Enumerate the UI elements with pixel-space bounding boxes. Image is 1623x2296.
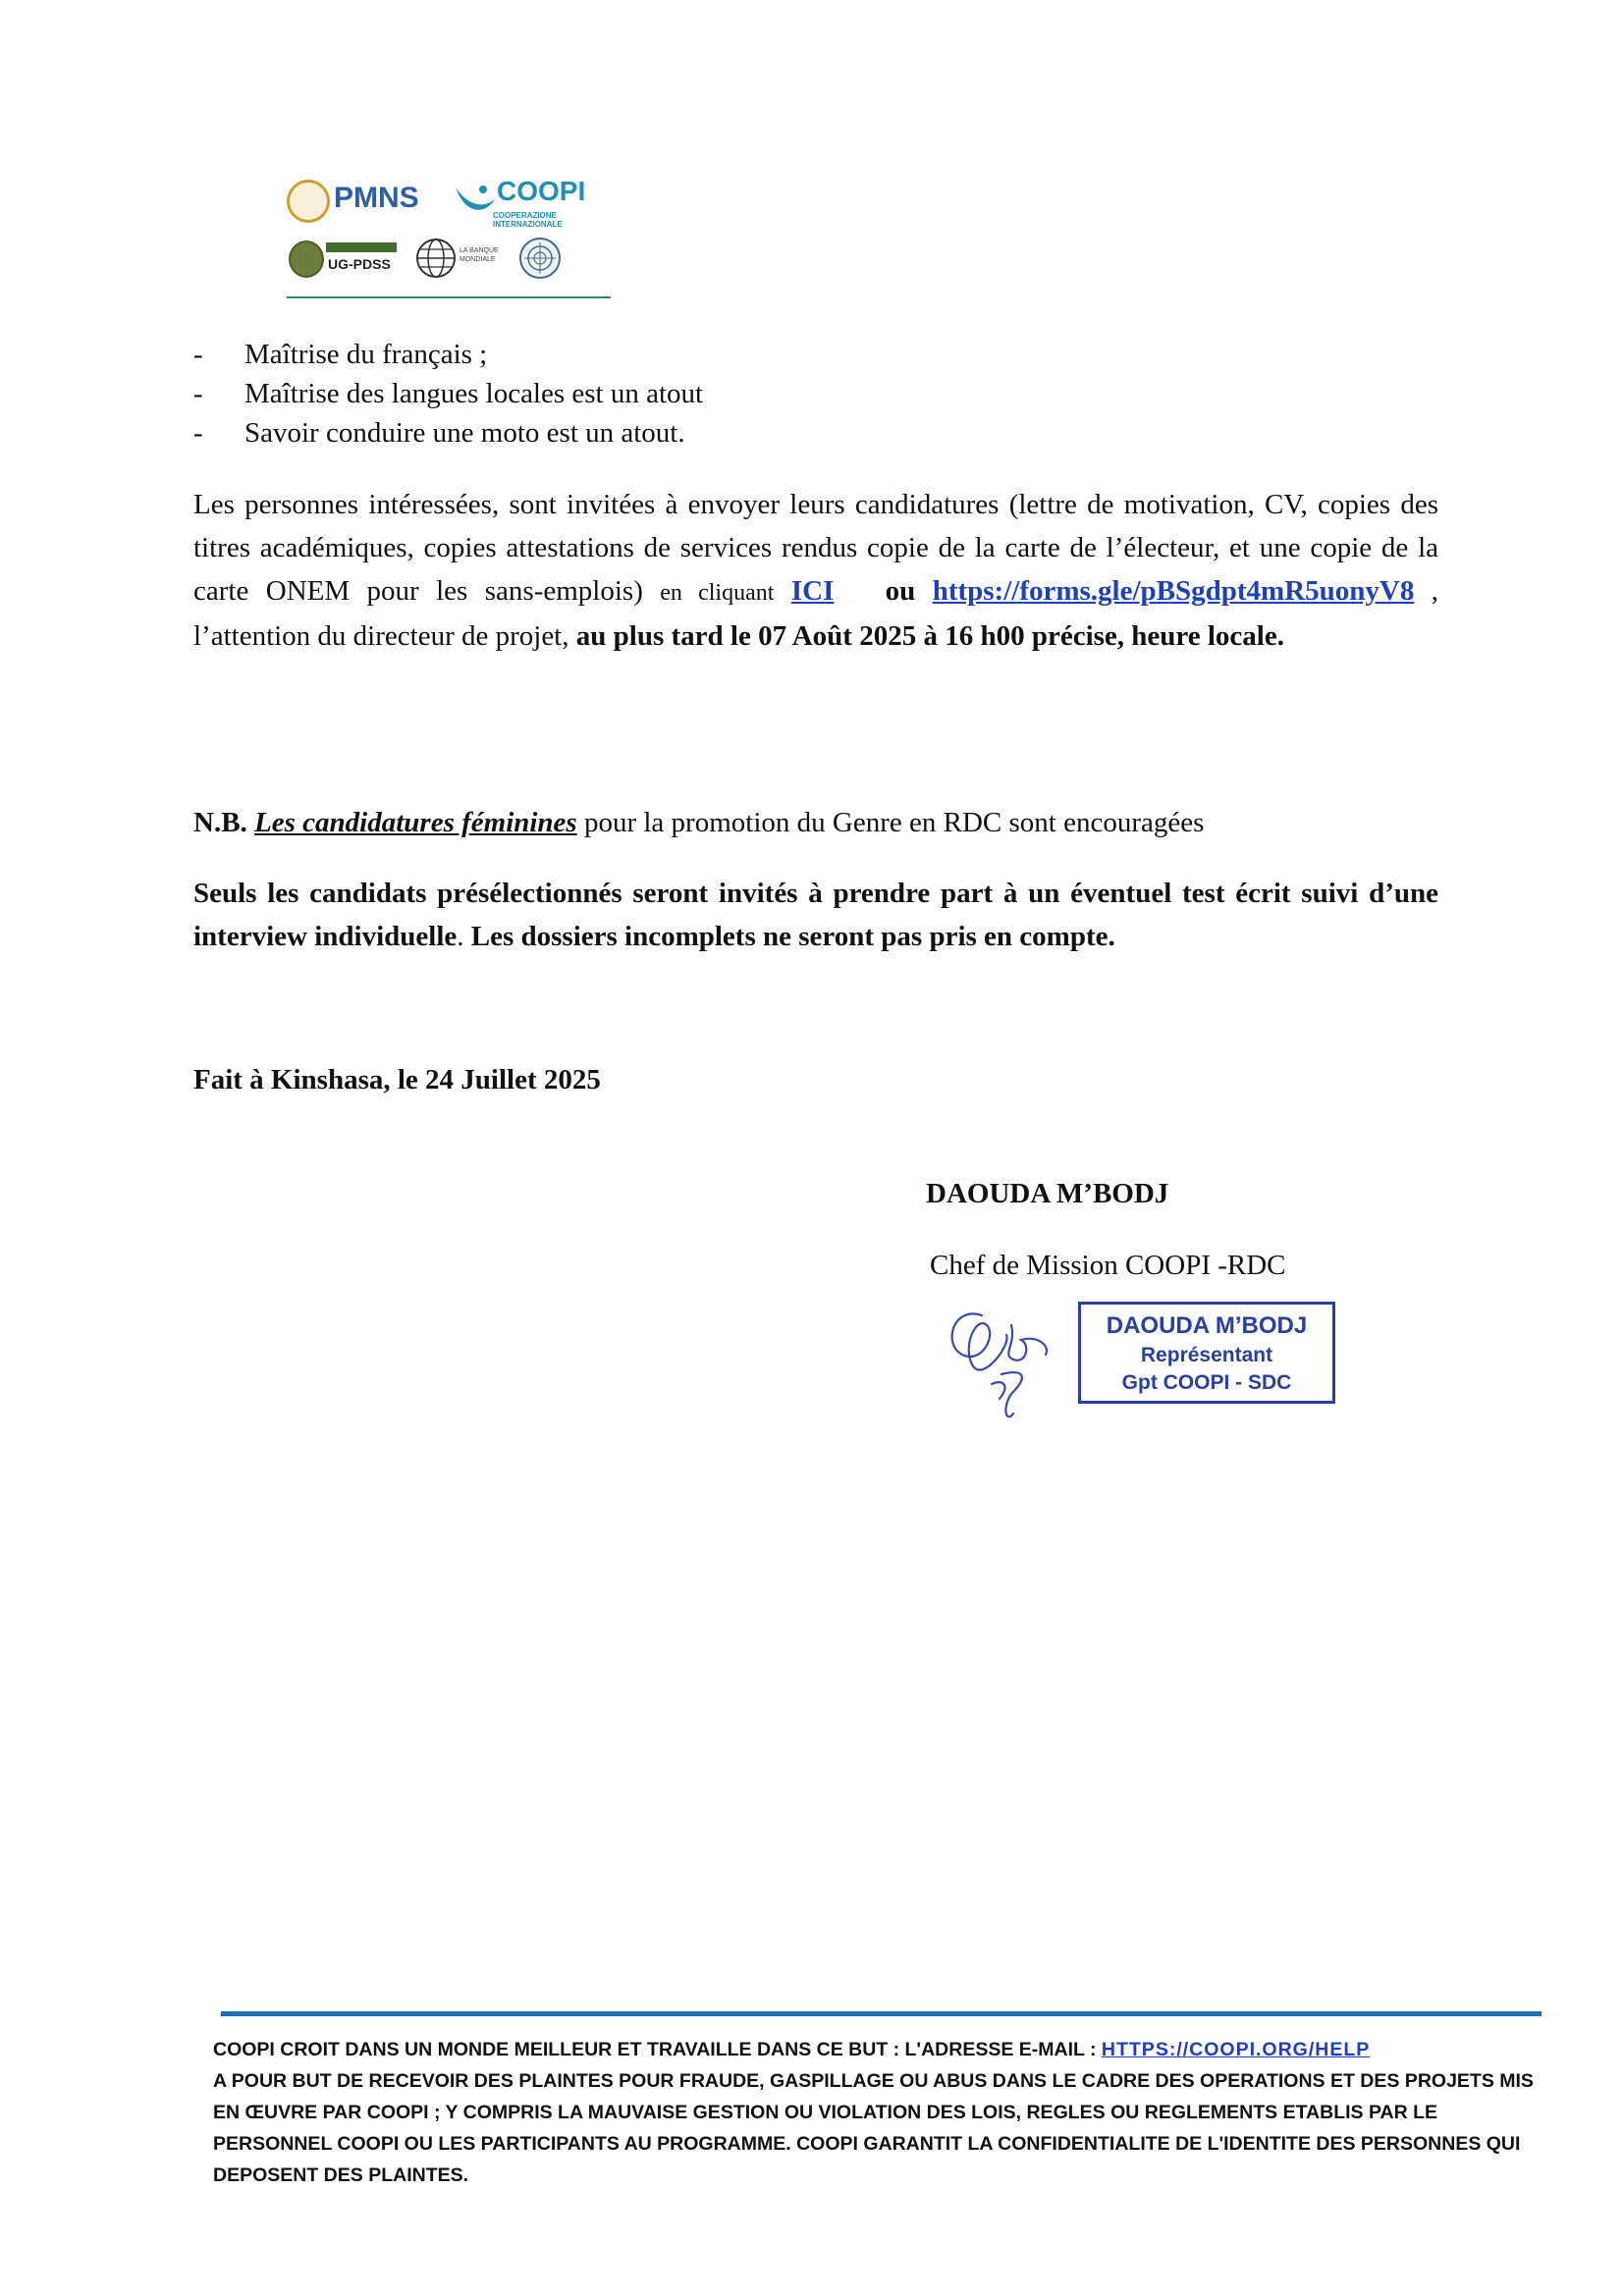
application-text: Les personnes intéressées, sont invitées à envoyer leurs candidatures (lettre de motivation, CV, copies des titres académiques, copies attestations de services rendus copie de la carte de l’électeur, et une copie de la carte ONEM pour les sans-emplois) — [193, 489, 1438, 607]
nb-note — [193, 803, 1438, 842]
footer-text-2: A POUR BUT DE RECEVOIR DES PLAINTES POUR FRAUDE, GASPILLAGE OU ABUS DANS LE CADRE DES OPERATIONS ET DES PROJETS MIS EN ŒUVRE PAR COOPI ; Y COMPRIS LA MAUVAISE GESTION OU VIOLATION DES LOIS, REGLES OU REGLEMENTS ETABLIS PAR LE PERSONNEL COOPI OU LES PARTICIPANTS AU PROGRAMME. COOPI GARANTIT LA CONFIDENTIALITE DE L'IDENTITE DES PERSONNES QUI DEPOSENT DES PLAINTES. — [213, 2070, 1534, 2186]
requirements-list — [193, 335, 1440, 453]
application-click-text: en cliquant — [660, 580, 775, 606]
ug-pdss-band — [326, 242, 397, 252]
ici-link[interactable]: ICI — [790, 575, 835, 607]
list-item: - Maîtrise du français ; — [193, 339, 488, 370]
pmns-logo: PMNS — [334, 182, 419, 214]
un-emblem-icon — [518, 237, 562, 280]
notice-part-2: Les dossiers incomplets ne seront pas pris en compte. — [470, 921, 1115, 952]
footer-divider — [221, 2011, 1542, 2016]
notice-dot: . — [457, 921, 464, 952]
coopi-help-link[interactable]: HTTPS://COOPI.ORG/HELP — [1101, 2039, 1371, 2060]
logo-divider — [287, 296, 611, 298]
signer-role: Chef de Mission COOPI -RDC — [930, 1250, 1286, 1281]
nb-label: N.B. — [193, 807, 247, 838]
list-item: - Savoir conduire une moto est un atout. — [193, 417, 685, 449]
world-bank-text: LA BANQUE MONDIALE — [460, 247, 499, 263]
list-item-text: Savoir conduire une moto est un atout. — [244, 417, 685, 449]
ug-pdss-text: UG-PDSS — [328, 256, 391, 272]
application-paragraph — [193, 483, 1438, 658]
list-item-text: Maîtrise du français ; — [244, 339, 488, 370]
handwritten-signature — [943, 1276, 1070, 1433]
nb-emphasis: Les candidatures féminines — [254, 807, 577, 838]
stamp-name: DAOUDA M’BODJ — [1106, 1312, 1308, 1339]
coopi-logo: COOPI — [497, 176, 586, 206]
place-date: Fait à Kinshasa, le 24 Juillet 2025 — [193, 1064, 601, 1095]
coopi-logo-subtitle: COOPERAZIONE INTERNAZIONALE — [493, 211, 563, 229]
ug-pdss-logo — [289, 239, 399, 280]
or-text: ou — [885, 575, 916, 607]
application-recipient-text: , l’attention du directeur de projet, — [193, 575, 1439, 652]
coopi-swoosh-icon — [454, 182, 497, 221]
nb-text: pour la promotion du Genre en RDC sont encouragées — [583, 807, 1205, 838]
official-stamp — [1078, 1302, 1335, 1404]
list-item-text: Maîtrise des langues locales est un atout — [244, 378, 704, 409]
stamp-title: Représentant — [1140, 1344, 1273, 1366]
list-item: - Maîtrise des langues locales est un atout — [193, 378, 704, 409]
pmns-emblem-icon — [287, 180, 330, 223]
application-form-link[interactable]: https://forms.gle/pBSgdpt4mR5uonyV8 — [932, 575, 1415, 607]
application-deadline: au plus tard le 07 Août 2025 à 16 h00 précise, heure locale. — [575, 620, 1284, 652]
footer-text-1: COOPI CROIT DANS UN MONDE MEILLEUR ET TRAVAILLE DANS CE BUT : L'ADRESSE E-MAIL : — [213, 2039, 1097, 2060]
signer-name: DAOUDA M’BODJ — [926, 1178, 1169, 1209]
ug-pdss-emblem-icon — [289, 240, 324, 278]
partner-logos — [287, 172, 611, 299]
world-bank-globe-icon — [414, 237, 458, 280]
stamp-org: Gpt COOPI - SDC — [1121, 1371, 1292, 1394]
selection-notice — [193, 872, 1438, 958]
notice-part-1: Seuls les candidats présélectionnés seront invités à prendre part à un éventuel test écrit suivi d’une interview individuelle — [193, 878, 1438, 952]
footer-notice — [213, 2034, 1558, 2191]
